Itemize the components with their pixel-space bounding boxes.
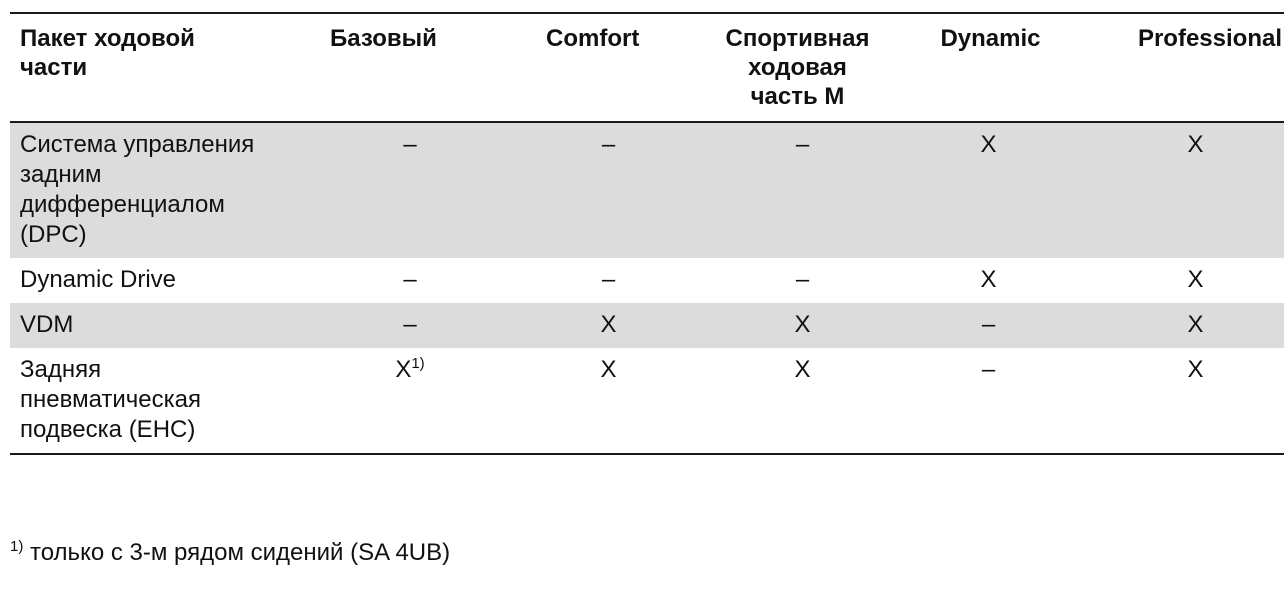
header-row xyxy=(10,13,1284,122)
table-row xyxy=(10,348,1284,454)
cell-comfort: X xyxy=(502,303,705,348)
row-label: Задняя пневматическая подвеска (EHC) xyxy=(20,356,202,443)
header-package: Пакет ходовой части xyxy=(20,25,195,81)
row-label: Dynamic Drive xyxy=(20,266,177,293)
document xyxy=(10,12,1284,455)
table-row xyxy=(10,303,1284,348)
cell-base: – xyxy=(308,122,502,258)
row-label: Система управления задним дифференциалом (DPC) xyxy=(10,122,308,258)
table-body xyxy=(10,122,1284,454)
cell-sport-m: – xyxy=(795,266,810,293)
header-comfort: Comfort xyxy=(546,25,640,52)
cell-dynamic: X xyxy=(980,266,997,293)
table-row xyxy=(10,258,1284,303)
cell-comfort: – xyxy=(601,266,616,293)
cell-comfort: X xyxy=(600,356,617,383)
cell-base-value: X xyxy=(395,356,412,383)
cell-sport-m: X xyxy=(705,303,890,348)
row-label: VDM xyxy=(10,303,308,348)
cell-sport-m: – xyxy=(705,122,890,258)
footnote-ref: 1) xyxy=(411,355,425,372)
footnote-marker: 1) xyxy=(10,538,24,555)
table-header xyxy=(10,13,1284,122)
header-sport-m: Спортивная ходовая часть M xyxy=(725,25,870,110)
cell-base xyxy=(308,348,502,454)
cell-professional: X xyxy=(1187,356,1204,383)
cell-sport-m: X xyxy=(794,356,811,383)
cell-base: – xyxy=(308,303,502,348)
cell-comfort: – xyxy=(502,122,705,258)
footnote-text: только с 3-м рядом сидений (SA 4UB) xyxy=(23,539,451,566)
cell-dynamic: – xyxy=(890,303,1077,348)
cell-professional: X xyxy=(1077,303,1284,348)
footnote xyxy=(10,538,450,568)
header-dynamic: Dynamic xyxy=(940,25,1041,52)
cell-professional: X xyxy=(1187,266,1204,293)
header-base: Базовый xyxy=(330,25,437,52)
cell-dynamic: X xyxy=(890,122,1077,258)
cell-dynamic: – xyxy=(981,356,996,383)
table-row xyxy=(10,122,1284,258)
suspension-package-table xyxy=(10,12,1284,455)
cell-professional: X xyxy=(1077,122,1284,258)
cell-base: – xyxy=(403,266,417,293)
header-professional: Professional xyxy=(1137,25,1282,52)
